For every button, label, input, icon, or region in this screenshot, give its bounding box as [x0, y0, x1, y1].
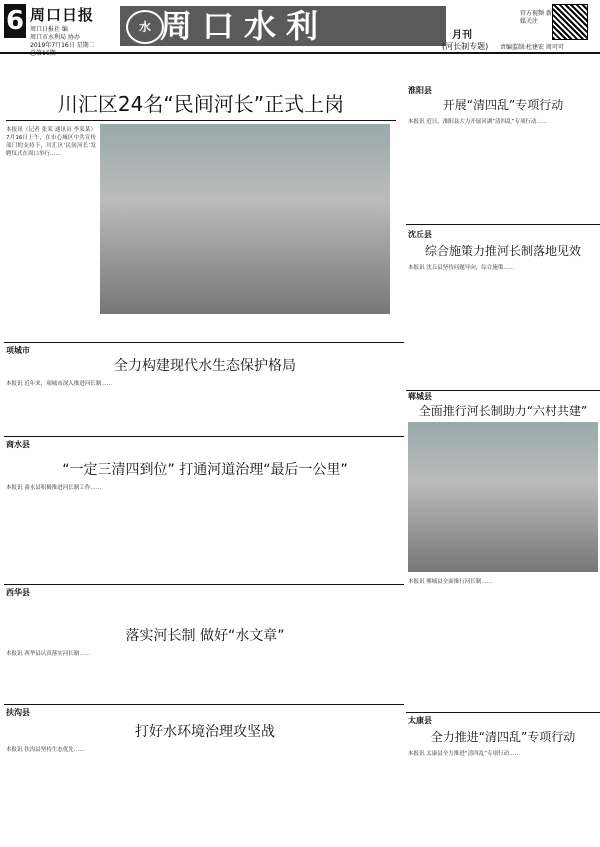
xihua-headline: 落实河长制 做好“水文章” — [125, 628, 285, 644]
shangshui-headline: “一定三清四到位” 打通河道治理“最后一公里” — [62, 462, 348, 478]
frequency-label: 月刊 — [452, 30, 472, 41]
region-huaiyang: 淮阳县 — [408, 86, 432, 95]
region-fugou: 扶沟县 — [6, 708, 30, 717]
special-label: (河长制专题) — [442, 42, 489, 51]
region-taikang: 太康县 — [408, 716, 432, 725]
fugou-headline: 打好水环境治理攻坚战 — [135, 724, 275, 740]
region-shangshui: 商水县 — [6, 440, 30, 449]
dancheng-headline: 全面推行河长制助力“六村共建” — [418, 404, 588, 418]
water-logo-icon: 水 — [126, 10, 164, 44]
editors-line: 责编监制:杜建宏 周可可 — [500, 44, 564, 51]
region-shenqiu: 沈丘县 — [408, 230, 432, 239]
lead-photo — [100, 124, 390, 314]
region-xihua: 西华县 — [6, 588, 30, 597]
qr-label: 官方视频 新媒关注 — [520, 10, 552, 25]
region-dancheng: 郸城县 — [408, 392, 432, 401]
huaiyang-headline: 开展“清四乱”专项行动 — [442, 98, 564, 112]
qr-code-icon — [552, 4, 588, 40]
lead-body: 本报讯（记者 张某 通讯员 李某某）7月16日上午，在市心城区中共宣传部门的支持下，川汇区‘民间河长’发聘仪式在周口举行…… — [6, 127, 96, 157]
dancheng-photo — [408, 422, 598, 572]
lead-headline: 川汇区24名“民间河长”正式上岗 — [57, 92, 345, 116]
masthead-title: 周口水利 — [160, 7, 329, 45]
taikang-headline: 全力推进“清四乱”专项行动 — [430, 730, 576, 744]
paper-name: 周口日报 — [30, 6, 95, 24]
xiangcheng-headline: 全力构建现代水生态保护格局 — [114, 358, 296, 374]
page-number: 6 — [5, 6, 25, 36]
header-meta: 周口日报社 编 周口市水利局 协办 2019年7月16日 星期二 总第16期 — [30, 26, 95, 57]
region-xiangcheng: 项城市 — [6, 346, 30, 355]
shenqiu-headline: 综合施策力推河长制落地见效 — [424, 244, 581, 258]
